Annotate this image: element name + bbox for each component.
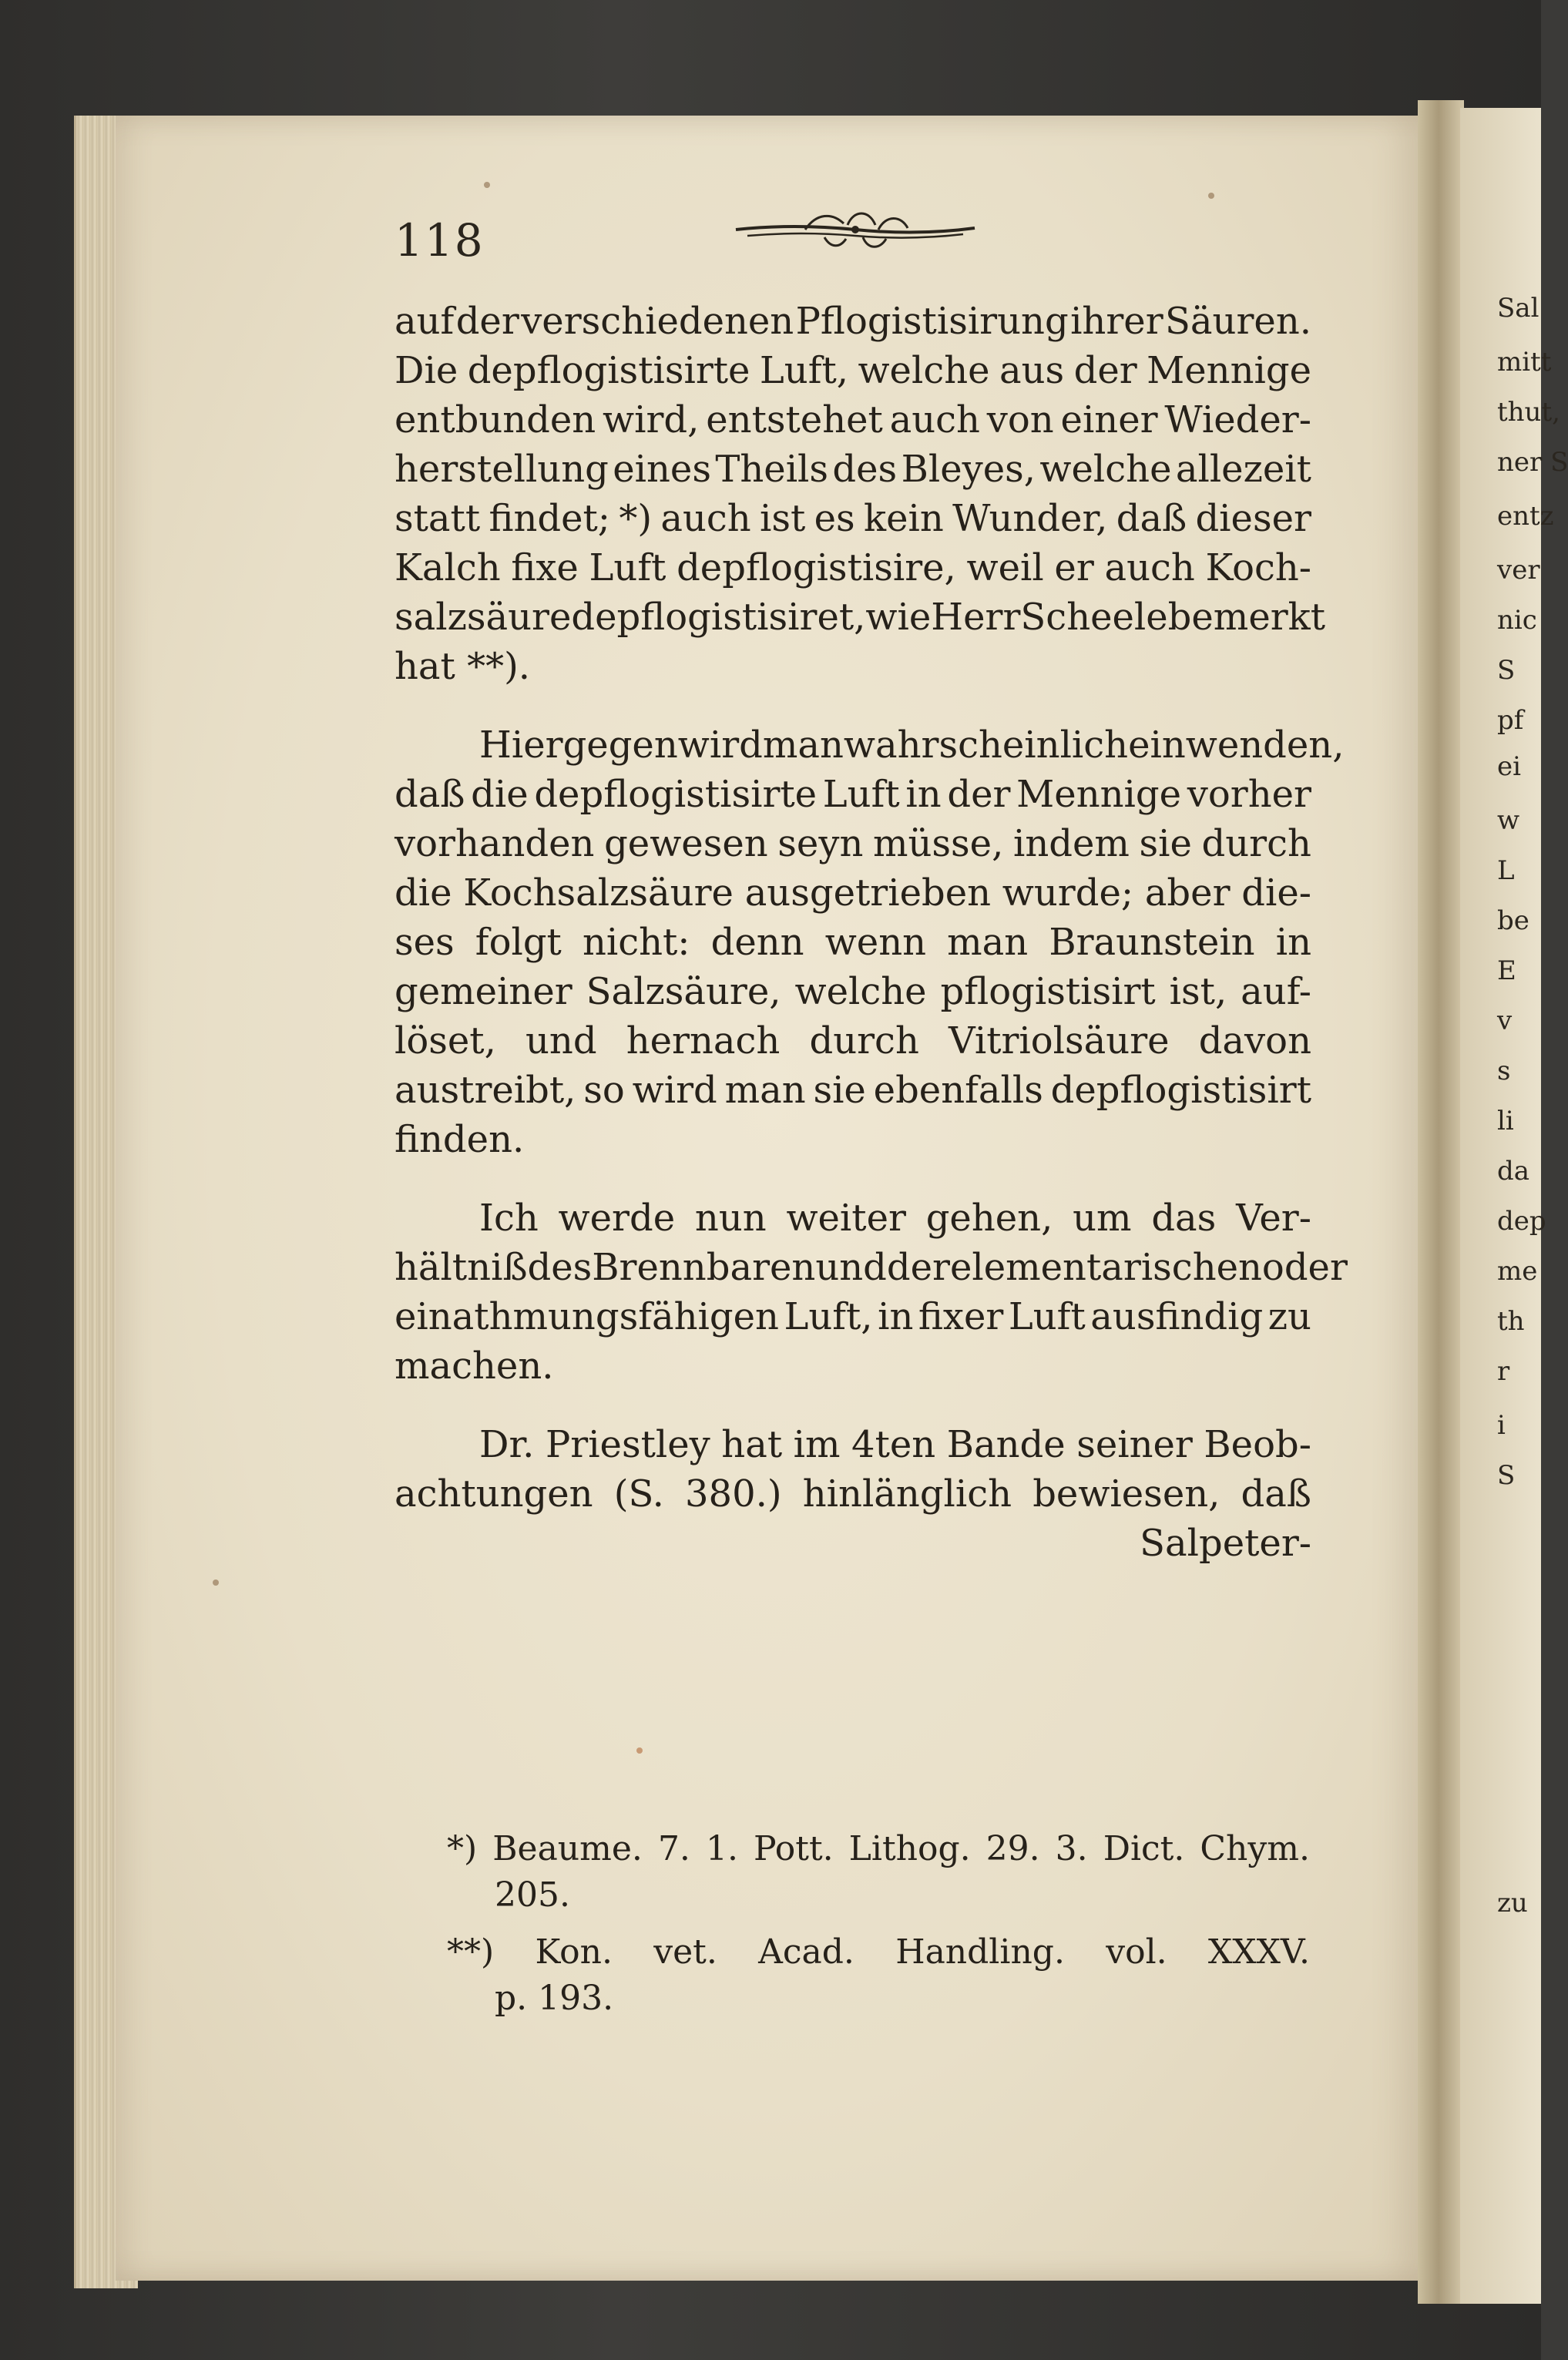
facing-page-fragment: th	[1497, 1306, 1525, 1337]
text-line: Kalch fixe Luft depflogistisire, weil er auch Koch-	[395, 546, 1311, 589]
paper-speck	[1208, 193, 1214, 199]
facing-page-fragment: v	[1497, 1005, 1513, 1036]
facing-page-fragment: ei	[1497, 751, 1521, 782]
footnote-line: *) Beaume. 7. 1. Pott. Lithog. 29. 3. Dict. Chym.	[447, 1829, 1310, 1868]
text-line: Hiergegen wird man wahrscheinlich einwenden,	[479, 723, 1345, 767]
text-line: salzsäure depflogistisiret, wie Herr Scheele bemerkt	[395, 596, 1326, 639]
text-line: entbunden wird, entstehet auch von einer Wieder-	[395, 398, 1311, 441]
text-line: die Kochsalzsäure ausgetrieben wurde; aber die-	[395, 871, 1311, 915]
facing-page-fragment: w	[1497, 805, 1520, 836]
text-line: Die depflogistisirte Luft, welche aus der Mennige	[395, 349, 1311, 392]
footnote-gap	[447, 1919, 1310, 1929]
book-gutter	[1418, 100, 1464, 2304]
facing-page-fragment: zu	[1497, 1888, 1528, 1919]
footnotes	[447, 1826, 1310, 2022]
facing-page-fragment: mitt	[1497, 347, 1552, 378]
footnote-line: **) Kon. vet. Acad. Handling. vol. XXXV.	[447, 1932, 1310, 1972]
text-line: statt findet; *) auch ist es kein Wunder, daß dieser	[395, 497, 1311, 540]
text-line: daß die depflogistisirte Luft in der Mennige vorher	[395, 773, 1311, 816]
facing-page-fragment: be	[1497, 905, 1529, 936]
text-line: gemeiner Salzsäure, welche pflogistisirt ist, auf-	[395, 970, 1311, 1013]
facing-page-edge	[1460, 108, 1568, 2304]
facing-page-fragment: entz	[1497, 501, 1554, 532]
header-ornament-icon	[732, 206, 979, 253]
text-line: herstellung eines Theils des Bleyes, welche allezeit	[395, 448, 1311, 491]
facing-page-fragment: li	[1497, 1106, 1514, 1136]
facing-page-fragment: L	[1497, 855, 1515, 886]
text-line: austreibt, so wird man sie ebenfalls depflogistisirt	[395, 1069, 1311, 1112]
facing-page-fragment: thut,	[1497, 397, 1560, 428]
text-line: einathmungsfähigen Luft, in fixer Luft ausfindig zu	[395, 1295, 1311, 1338]
facing-page-fragment: r	[1497, 1356, 1510, 1387]
facing-page-fragment: ver	[1497, 555, 1540, 586]
text-line: ses folgt nicht: denn wenn man Braunstein in	[395, 921, 1311, 964]
facing-page-fragment: i	[1497, 1410, 1506, 1441]
facing-page-fragment: S	[1497, 1460, 1516, 1491]
facing-page-fragment: E	[1497, 955, 1516, 986]
paper-speck	[484, 182, 490, 188]
footnote-line: 205.	[495, 1875, 570, 1915]
facing-page-fragment: s	[1497, 1056, 1511, 1086]
paper-speck	[636, 1747, 643, 1754]
text-line: achtungen (S. 380.) hinlänglich bewiesen, daß	[395, 1472, 1311, 1516]
facing-page-fragment: S	[1497, 655, 1516, 686]
footnote-line: p. 193.	[495, 1979, 614, 2018]
text-line: machen.	[395, 1344, 554, 1388]
paragraph-gap	[395, 1164, 1311, 1193]
facing-page-fragment: Sal	[1497, 293, 1539, 324]
text-line: Ich werde nun weiter gehen, um das Ver-	[479, 1197, 1311, 1240]
text-line: finden.	[395, 1118, 525, 1161]
text-line: hat **).	[395, 645, 531, 688]
body-text	[395, 297, 1348, 1568]
text-line: Salpeter-	[1140, 1522, 1311, 1565]
facing-page-fragment: me	[1497, 1256, 1538, 1287]
text-line: Dr. Priestley hat im 4ten Bande seiner Beob-	[479, 1423, 1311, 1466]
text-line: auf der verschiedenen Pflogistisirung ihrer Säuren.	[395, 300, 1311, 343]
facing-page-fragment: dep	[1497, 1206, 1546, 1237]
facing-page-fragment: ner S	[1497, 447, 1568, 478]
paper-speck	[213, 1579, 219, 1586]
page-number: 118	[395, 214, 485, 267]
facing-page-fragment: da	[1497, 1156, 1530, 1187]
facing-page-fragment: pf	[1497, 705, 1524, 736]
paragraph-gap	[395, 691, 1311, 720]
paragraph-gap	[395, 1391, 1311, 1420]
text-line: hältniß des Brennbaren und der elementarischen oder	[395, 1246, 1348, 1289]
text-line: vorhanden gewesen seyn müsse, indem sie durch	[395, 822, 1311, 865]
facing-page-fragment: nic	[1497, 605, 1537, 636]
text-line: löset, und hernach durch Vitriolsäure davon	[395, 1019, 1311, 1063]
